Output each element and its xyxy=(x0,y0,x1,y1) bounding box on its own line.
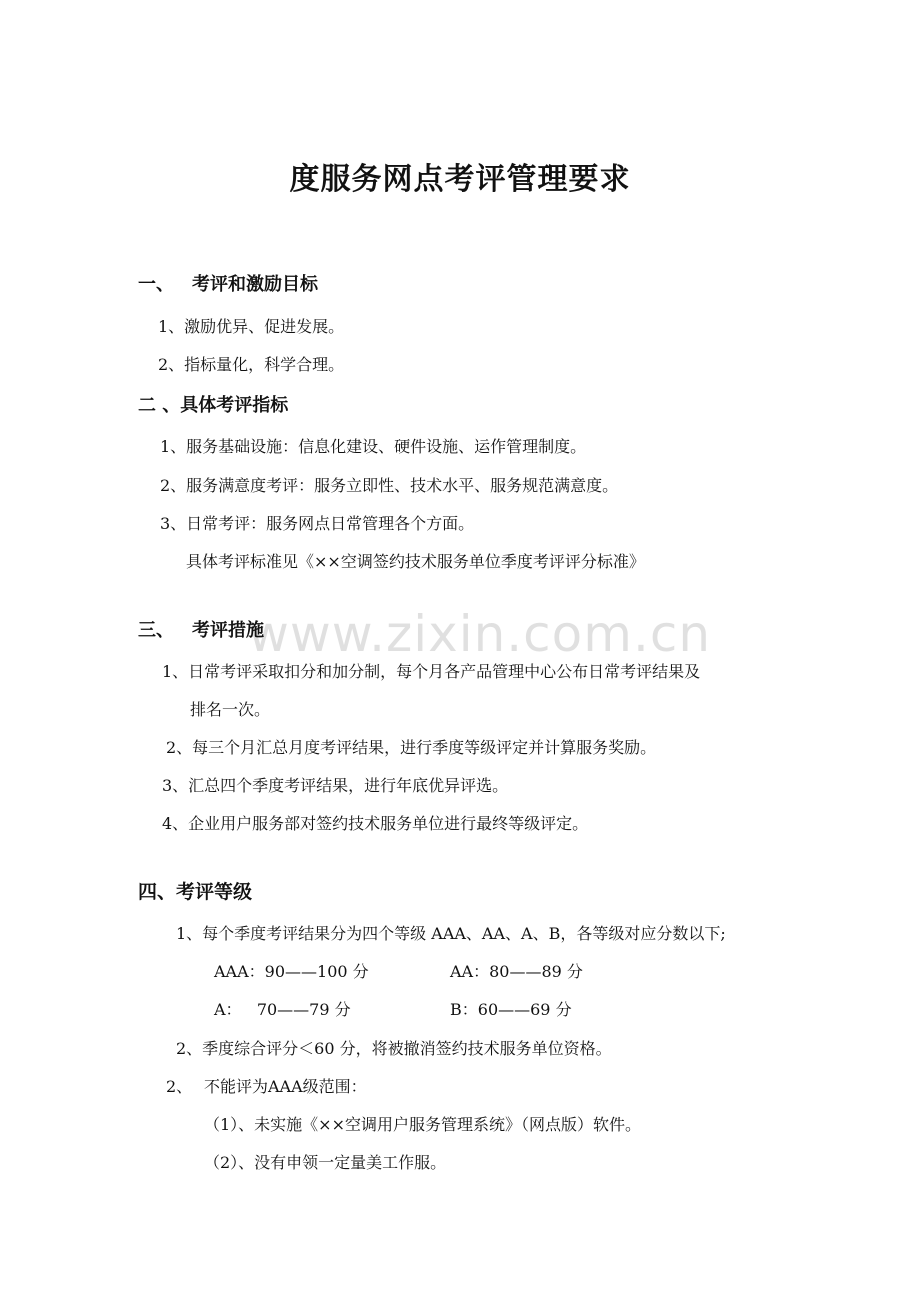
grade-a: A： 70——79 分 xyxy=(214,1000,351,1019)
grade-b: B：60——69 分 xyxy=(450,1000,572,1019)
section2-heading: 二 、具体考评指标 xyxy=(138,395,289,416)
watermark: www.zixin.com.cn xyxy=(248,605,712,663)
section4-heading: 四、考评等级 xyxy=(138,881,253,903)
section1-item-2: 2、指标量化，科学合理。 xyxy=(158,355,345,374)
document-title: 度服务网点考评管理要求 xyxy=(289,162,631,197)
section2-item-2: 2、服务满意度考评：服务立即性、技术水平、服务规范满意度。 xyxy=(160,476,619,495)
section3-item-1: 1、日常考评采取扣分和加分制，每个月各产品管理中心公布日常考评结果及 xyxy=(162,662,701,681)
section2-item-1: 1、服务基础设施：信息化建设、硬件设施、运作管理制度。 xyxy=(160,437,587,456)
section4-item-2: 2、季度综合评分＜60 分，将被撤消签约技术服务单位资格。 xyxy=(176,1039,612,1058)
section2-note: 具体考评标准见《××空调签约技术服务单位季度考评评分标准》 xyxy=(186,552,645,571)
section1-number: 一、 xyxy=(138,274,174,295)
section4-item-1: 1、每个季度考评结果分为四个等级 AAA、AA、A、B，各等级对应分数以下; xyxy=(176,924,726,943)
section3-item-4: 4、企业用户服务部对签约技术服务单位进行最终等级评定。 xyxy=(162,814,589,833)
section3-item-2: 2、每三个月汇总月度考评结果，进行季度等级评定并计算服务奖励。 xyxy=(166,738,657,757)
section3-heading: 考评措施 xyxy=(192,620,264,641)
section3-number: 三、 xyxy=(138,620,174,641)
section3-item-1-cont: 排名一次。 xyxy=(190,700,271,719)
section4-subitem-1: （1）、未实施《××空调用户服务管理系统》（网点版）软件。 xyxy=(204,1115,641,1134)
grade-aa: AA：80——89 分 xyxy=(450,962,583,981)
section4-subitem-2: （2）、没有申领一定量美工作服。 xyxy=(204,1153,447,1172)
section4-item-3: 不能评为AAA级范围： xyxy=(204,1077,367,1096)
section4-item-3-number: 2、 xyxy=(166,1077,193,1096)
section2-item-3: 3、日常考评：服务网点日常管理各个方面。 xyxy=(160,514,475,533)
grade-aaa: AAA：90——100 分 xyxy=(214,962,369,981)
section1-item-1: 1、激励优异、促进发展。 xyxy=(158,317,345,336)
section1-heading: 考评和激励目标 xyxy=(192,274,318,295)
section3-item-3: 3、汇总四个季度考评结果，进行年底优异评选。 xyxy=(162,776,509,795)
